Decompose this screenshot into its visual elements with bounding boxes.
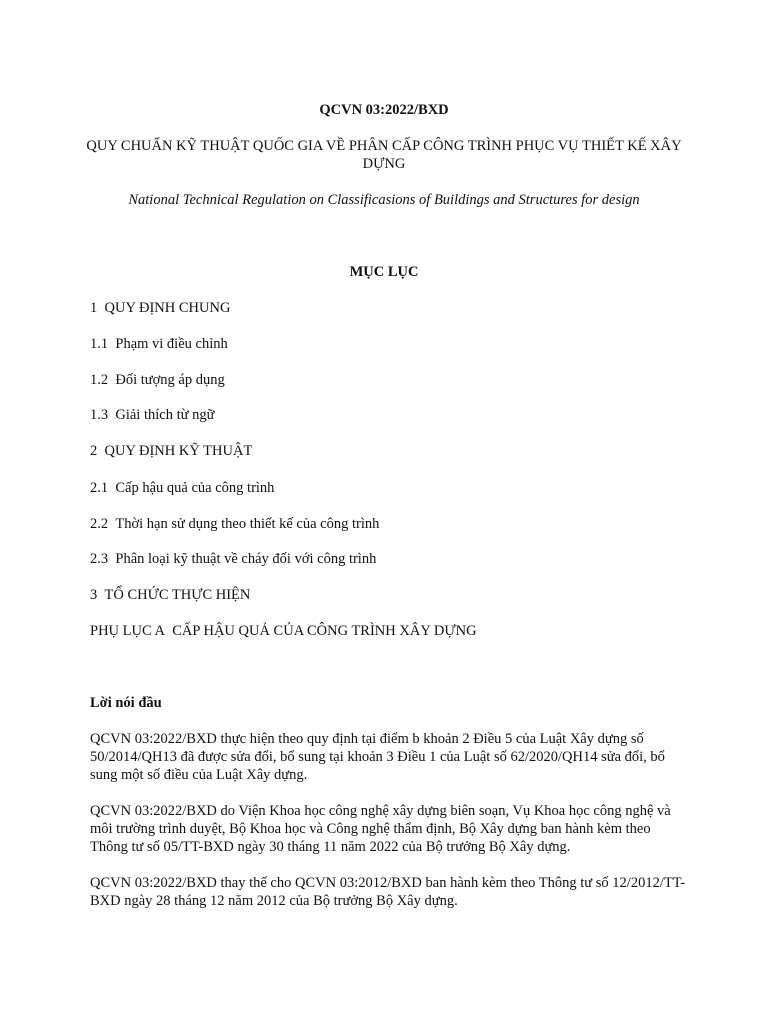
toc-item-label: Đối tượng áp dụng xyxy=(115,372,225,388)
toc-item[interactable] xyxy=(90,335,228,353)
toc-item-number: 2.1 xyxy=(90,480,109,496)
toc-item-label: Giải thích từ ngữ xyxy=(115,407,215,423)
toc-item[interactable] xyxy=(90,550,376,568)
foreword-paragraph: QCVN 03:2022/BXD do Viện Khoa học công nghệ xây dựng biên soạn, Vụ Khoa học công nghệ và môi trường trình duyệt, Bộ Khoa học và Công nghệ thẩm định, Bộ Xây dựng ban hành kèm theo Thông tư số 05/TT-BXD ngày 30 tháng 11 năm 2022 của Bộ trưởng Bộ Xây dựng. xyxy=(90,803,671,855)
toc-item-label: QUY ĐỊNH CHUNG xyxy=(104,300,231,316)
toc-item-number: 2 xyxy=(90,443,98,459)
toc-item-number: PHỤ LỤC A xyxy=(90,623,165,639)
toc-item-label: Cấp hậu quả của công trình xyxy=(115,480,275,496)
toc-item[interactable] xyxy=(90,299,230,317)
toc-item[interactable] xyxy=(90,586,250,604)
toc-item-number: 1.2 xyxy=(90,372,109,388)
foreword-paragraph: QCVN 03:2022/BXD thay thế cho QCVN 03:2012/BXD ban hành kèm theo Thông tư số 12/2012/TT-BXD ngày 28 tháng 12 năm 2012 của Bộ trưởng Bộ Xây dựng. xyxy=(90,875,686,909)
toc-item-label: Thời hạn sử dụng theo thiết kế của công trình xyxy=(115,516,380,532)
toc-item-label: Phạm vi điều chỉnh xyxy=(115,336,228,352)
toc-item[interactable] xyxy=(90,406,214,424)
toc-item-number: 3 xyxy=(90,587,98,603)
toc-item-number: 2.2 xyxy=(90,516,109,532)
toc-item-number: 1 xyxy=(90,300,98,316)
toc-item-number: 1.3 xyxy=(90,407,109,423)
toc-item-number: 1.1 xyxy=(90,336,109,352)
foreword-paragraph: QCVN 03:2022/BXD thực hiện theo quy định tại điểm b khoản 2 Điều 5 của Luật Xây dựng số 50/2014/QH13 đã được sửa đổi, bổ sung tại khoản 3 Điều 1 của Luật số 62/2020/QH14 sửa đổi, bổ sung một số điều của Luật Xây dựng. xyxy=(90,731,665,783)
document-code: QCVN 03:2022/BXD xyxy=(319,102,449,118)
toc-item-appendix[interactable] xyxy=(90,622,477,640)
toc-item-label: CẤP HẬU QUẢ CỦA CÔNG TRÌNH XÂY DỰNG xyxy=(172,623,477,639)
toc-item-label: TỔ CHỨC THỰC HIỆN xyxy=(104,587,251,603)
document-title-vi: QUY CHUẨN KỸ THUẬT QUỐC GIA VỀ PHÂN CẤP CÔNG TRÌNH PHỤC VỤ THIẾT KẾ XÂY DỰNG xyxy=(86,138,682,172)
toc-item[interactable] xyxy=(90,479,274,497)
toc-item-label: Phân loại kỹ thuật về cháy đối với công trình xyxy=(115,551,377,567)
foreword-heading: Lời nói đầu xyxy=(90,695,162,711)
toc-item-label: QUY ĐỊNH KỸ THUẬT xyxy=(104,443,253,459)
toc-item[interactable] xyxy=(90,371,225,389)
document-title-en: National Technical Regulation on Classificasions of Buildings and Structures for design xyxy=(128,192,640,208)
toc-item[interactable] xyxy=(90,515,379,533)
toc-heading: MỤC LỤC xyxy=(349,264,419,280)
toc-item[interactable] xyxy=(90,442,252,460)
toc-item-number: 2.3 xyxy=(90,551,109,567)
